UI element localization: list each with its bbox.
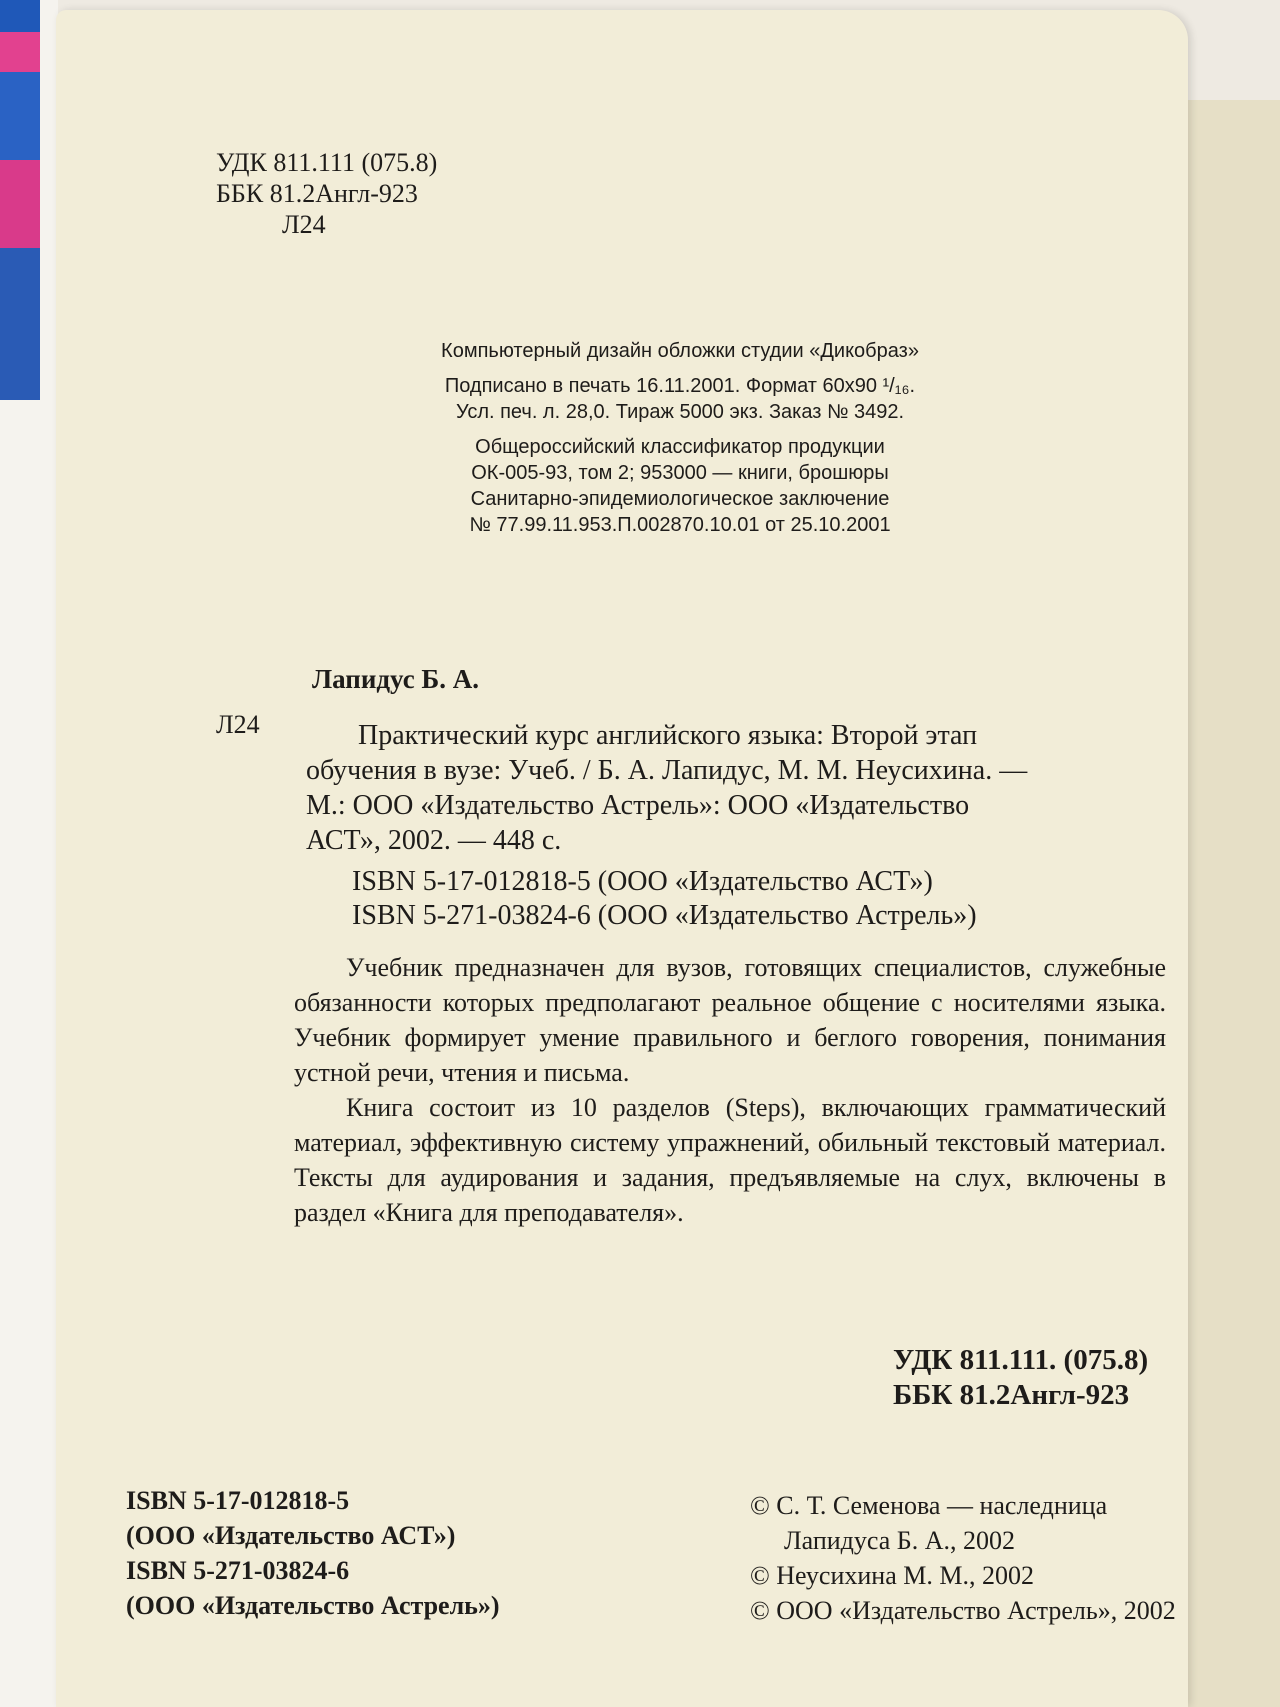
imprint-sanitary-2: № 77.99.11.953.П.002870.10.01 от 25.10.2001 <box>469 514 891 536</box>
description-line: М.: ООО «Издательство Астрель»: ООО «Издательство <box>306 790 970 821</box>
catalog-classification-codes <box>893 1343 1148 1413</box>
footer-isbn-line: ISBN 5-17-012818-5 <box>126 1486 350 1515</box>
top-udk-code: УДК 811.111 (075.8) <box>216 148 438 177</box>
book-page <box>56 10 1188 1707</box>
catalog-isbn-list <box>352 865 977 933</box>
copyright-line: © Неусихина М. М., 2002 <box>750 1561 1034 1590</box>
annotation-paragraph: Книга состоит из 10 разделов (Steps), включающих грамматический материал, эффективную систему упражнений, обильный текстовый материал. Тексты для аудирования и задания, предъявляемые на слух, включены в раздел «Книга для преподавателя». <box>294 1093 1166 1227</box>
isbn-line: ISBN 5-17-012818-5 (ООО «Издательство АСТ») <box>352 866 933 897</box>
footer-copyright <box>750 1488 1176 1628</box>
isbn-line: ISBN 5-271-03824-6 (ООО «Издательство Астрель») <box>352 900 977 931</box>
imprint-block <box>360 338 1000 547</box>
catalog-author-code: Л24 <box>216 710 260 739</box>
top-author-code: Л24 <box>282 210 326 239</box>
catalog-author: Лапидус Б. А. <box>312 664 480 694</box>
copyright-line: © С. Т. Семенова — наследница <box>750 1491 1108 1520</box>
description-line: обучения в вузе: Учеб. / Б. А. Лапидус, М. М. Неусихина. — <box>306 755 1028 786</box>
imprint-signed: Подписано в печать 16.11.2001. Формат 60х90 ¹/₁₆. <box>444 375 916 397</box>
copyright-line: Лапидуса Б. А., 2002 <box>784 1526 1015 1555</box>
description-line: АСТ», 2002. — 448 с. <box>306 825 562 856</box>
catalog-bbk-code: ББК 81.2Англ-923 <box>893 1379 1130 1411</box>
book-cover-strip <box>0 0 40 400</box>
catalog-description <box>306 718 1136 858</box>
imprint-design: Компьютерный дизайн обложки студии «Дикобраз» <box>441 340 919 362</box>
footer-isbn-list <box>126 1483 500 1623</box>
annotation-paragraph: Учебник предназначен для вузов, готовящих специалистов, служебные обязанности которых предполагают реальное общение с носителями языка. Учебник формирует умение правильного и беглого говорения, понимания устной речи, чтения и письма. <box>294 953 1166 1087</box>
description-line: Практический курс английского языка: Второй этап <box>358 720 978 751</box>
imprint-classifier-1: Общероссийский классификатор продукции <box>475 436 885 458</box>
imprint-print-run: Усл. печ. л. 28,0. Тираж 5000 экз. Заказ № 3492. <box>455 401 905 423</box>
copyright-line: © ООО «Издательство Астрель», 2002 <box>750 1596 1176 1625</box>
top-bbk-code: ББК 81.2Англ-923 <box>216 179 418 208</box>
catalog-udk-code: УДК 811.111. (075.8) <box>893 1344 1149 1376</box>
footer-isbn-line: (ООО «Издательство АСТ») <box>126 1521 456 1550</box>
footer-isbn-line: ISBN 5-271-03824-6 <box>126 1556 350 1585</box>
footer-isbn-line: (ООО «Издательство Астрель») <box>126 1591 500 1620</box>
imprint-classifier-2: ОК-005-93, том 2; 953000 — книги, брошюры <box>471 462 889 484</box>
imprint-sanitary-1: Санитарно-эпидемиологическое заключение <box>470 488 890 510</box>
catalog-annotation <box>294 950 1166 1230</box>
top-classification-codes <box>216 147 437 240</box>
